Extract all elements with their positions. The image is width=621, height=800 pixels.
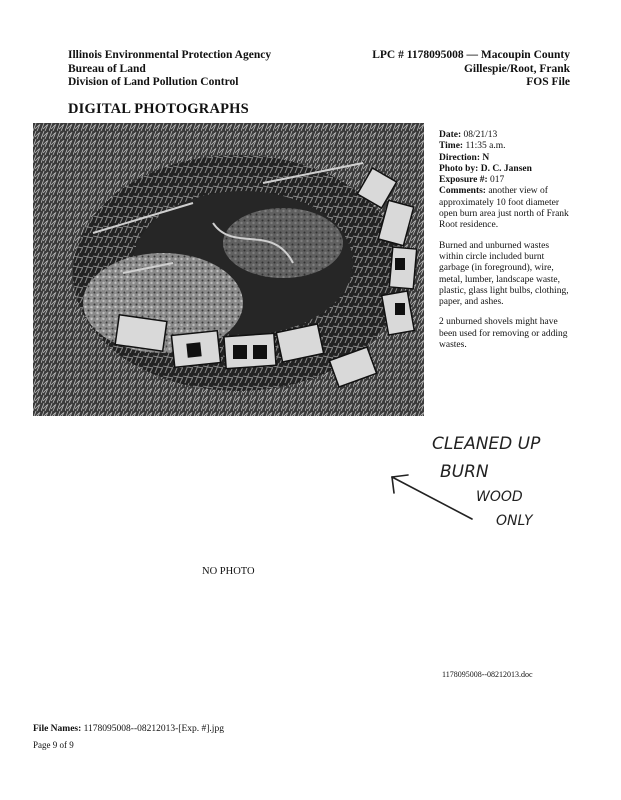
direction-line [439, 153, 571, 164]
agency-header [68, 49, 271, 90]
exposure-label: Exposure #: [439, 175, 488, 186]
photo-metadata [439, 130, 571, 351]
wastes-description: Burned and unburned wastes within circle included burnt garbage (in foreground), wire, metal, lumber, landscape waste, plastic, glass light bulbs, clothing, paper, and ashes. [439, 240, 569, 308]
comments-line [439, 186, 571, 231]
date-label: Date: [439, 130, 462, 140]
comments-text: another view of approximately 10 foot diameter open burn area just north of Frank Root residence. [439, 186, 569, 231]
file-names [33, 724, 224, 734]
handwritten-note [380, 425, 580, 535]
burn-area-photo [33, 123, 424, 416]
time-label: Time: [439, 141, 464, 152]
agency-name: Illinois Environmental Protection Agency [68, 49, 272, 61]
date-value: 08/21/13 [463, 130, 498, 140]
photo-by-label: Photo by: [439, 163, 479, 174]
file-names-label: File Names: [33, 724, 82, 734]
photographer-line [439, 164, 571, 175]
comments-label: Comments: [439, 186, 486, 197]
file-type: FOS File [526, 76, 570, 88]
lpc-number: LPC # 1178095008 — Macoupin County [372, 49, 570, 61]
time-line [439, 141, 571, 152]
exposure-line [439, 175, 571, 186]
site-header [372, 49, 570, 90]
handwriting-line-3: WOOD [476, 489, 523, 505]
file-names-value: 1178095008--08212013-[Exp. #].jpg [83, 724, 224, 734]
site-name: Gillespie/Root, Frank [463, 62, 570, 75]
handwriting-line-1: CLEANED UP [432, 434, 541, 454]
no-photo-label: NO PHOTO [202, 566, 255, 577]
handwriting-line-2: BURN [440, 462, 489, 482]
bureau-name: Bureau of Land [68, 62, 146, 75]
direction-value: N [482, 152, 490, 163]
shovels-note: 2 unburned shovels might have been used for removing or adding wastes. [439, 317, 568, 351]
photo-by-value: D. C. Jansen [480, 163, 532, 174]
exposure-value: 017 [490, 175, 505, 186]
direction-label: Direction: [439, 152, 480, 163]
page-number: Page 9 of 9 [33, 740, 74, 750]
division-name: Division of Land Pollution Control [68, 76, 239, 88]
page-title: DIGITAL PHOTOGRAPHS [68, 101, 249, 117]
time-value: 11:35 a.m. [465, 141, 506, 152]
handwriting-line-4: ONLY [496, 513, 533, 529]
date-line [439, 130, 571, 141]
document-filename: 1178095008--08212013.doc [442, 670, 533, 679]
